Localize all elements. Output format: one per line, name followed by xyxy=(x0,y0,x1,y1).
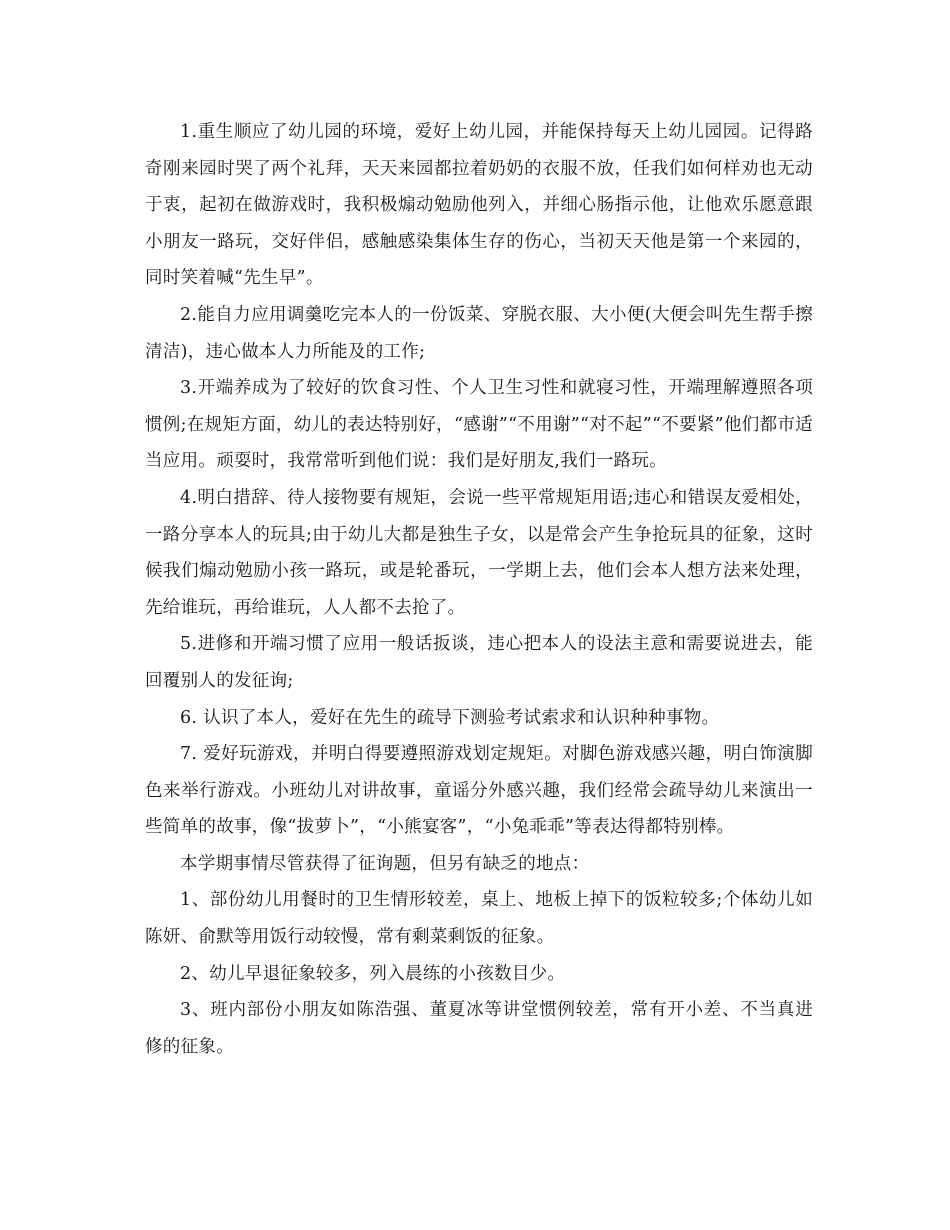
document-body xyxy=(145,114,813,1065)
summary-heading: 本学期事情尽管获得了征询题，但另有缺乏的地点： xyxy=(180,853,590,874)
paragraph-item-2: 2.能自力应用调羹吃完本人的一份饭菜、穿脱衣服、大小便(大便会叫先生帮手擦清洁)，违心做本人力所能及的工作; xyxy=(145,304,813,362)
shortcoming-item-1: 1、部份幼儿用餐时的卫生情形较差，桌上、地板上掉下的饭粒较多;个体幼儿如陈妍、俞默等用饭行动较慢，常有剩菜剩饭的征象。 xyxy=(145,890,813,948)
paragraph-item-1: 1.重生顺应了幼儿园的环境，爱好上幼儿园，并能保持每天上幼儿园园。记得路奇刚来园时哭了两个礼拜，天天来园都拉着奶奶的衣服不放，任我们如何样劝也无动于衷，起初在做游戏时，我积极煽动勉励他列入，并细心肠指示他，让他欢乐愿意跟小朋友一路玩，交好伴侣，感触感染集体生存的伤心，当初天天他是第一个来园的，同时笑着喊“先生早”。 xyxy=(145,122,813,289)
paragraph-item-6: 6. 认识了本人，爱好在先生的疏导下测验考试索求和认识种种事物。 xyxy=(180,707,720,728)
paragraph-item-7: 7. 爱好玩游戏，并明白得要遵照游戏划定规矩。对脚色游戏感兴趣，明白饰演脚色来举行游戏。小班幼儿对讲故事，童谣分外感兴趣，我们经常会疏导幼儿来演出一些简单的故事，像“拔萝卜”，“小熊宴客”，“小兔乖乖”等表达得都特别棒。 xyxy=(145,744,813,838)
paragraph-item-5: 5.进修和开端习惯了应用一般话扳谈，违心把本人的设法主意和需要说进去，能回覆别人的发征询; xyxy=(145,634,813,691)
paragraph-item-4: 4.明白措辞、待人接物要有规矩，会说一些平常规矩用语;违心和错误友爱相处，一路分享本人的玩具;由于幼儿大都是独生子女，以是常会产生争抢玩具的征象，这时候我们煽动勉励小孩一路玩，或是轮番玩，一学期上去，他们会本人想方法来处理，先给谁玩，再给谁玩，人人都不去抢了。 xyxy=(145,487,813,618)
shortcoming-item-3: 3、班内部份小朋友如陈浩强、董夏冰等讲堂惯例较差，常有开小差、不当真进修的征象。 xyxy=(145,1000,813,1057)
shortcoming-item-2: 2、幼儿早退征象较多，列入晨练的小孩数目少。 xyxy=(180,963,566,984)
paragraph-item-3: 3.开端养成为了较好的饮食习性、个人卫生习性和就寝习性，开端理解遵照各项惯例;在规矩方面，幼儿的表达特别好，“感谢”“不用谢”“对不起”“不要紧”他们都市适当应用。顽耍时，我常常听到他们说：我们是好朋友,我们一路玩。 xyxy=(145,378,813,472)
